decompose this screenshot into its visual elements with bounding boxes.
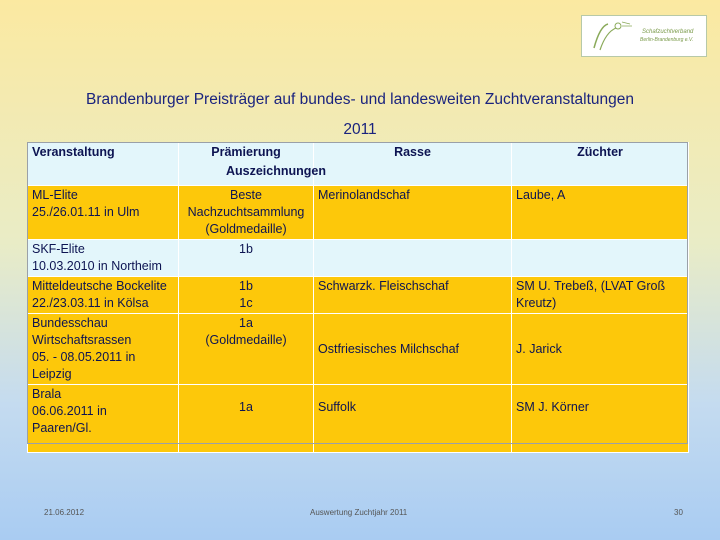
awards-table [27,142,689,453]
breeder-cell: Laube, A [512,186,689,240]
slide-title: Brandenburger Preisträger auf bundes- und landesweiten Zuchtveranstaltungen [85,91,635,108]
award-line: 1b [239,279,253,293]
sheep-logo-icon [586,18,638,54]
event-line: ML-Elite [32,188,78,202]
award-cell [179,385,314,453]
event-cell [28,314,179,385]
breed-cell: Suffolk [314,385,512,453]
event-line: Brala [32,387,62,401]
header-rasse: Rasse [314,143,512,186]
table-row [28,385,689,453]
event-cell [28,277,179,314]
event-line: Wirtschaftsrassen [32,333,132,347]
award-line: (Goldmedaille) [205,222,287,236]
footer-center: Auswertung Zuchtjahr 2011 [310,508,408,517]
event-cell [28,385,179,453]
event-line: 25./26.01.11 in Ulm [32,205,140,219]
award-line: 1a [239,400,253,414]
award-line: 1b [239,242,253,256]
table-row [28,240,689,277]
footer-date: 21.06.2012 [44,508,85,517]
breeder-cell [512,240,689,277]
award-cell [179,277,314,314]
association-logo [581,15,707,57]
event-line: 05. - 08.05.2011 in [32,350,136,364]
award-cell [179,186,314,240]
event-cell [28,186,179,240]
table-row [28,314,689,385]
breed-cell: Merinolandschaf [314,186,512,240]
award-cell [179,240,314,277]
event-line: Leipzig [32,367,72,381]
event-line: Paaren/Gl. [32,421,92,435]
award-cell [179,314,314,385]
table-row [28,277,689,314]
header-auszeichnungen-label: Auszeichnungen [225,164,326,178]
event-cell [28,240,179,277]
event-line: 22./23.03.11 in Kölsa [32,296,149,310]
logo-name: Schafzuchtverband [642,29,694,35]
logo-region: Berlin-Brandenburg e.V. [640,37,694,43]
breeder-cell: SM U. Trebeß, (LVAT Groß Kreutz) [512,277,689,314]
event-line: Mitteldeutsche Bockelite [32,279,167,293]
header-praemierung-label: Prämierung [211,145,281,159]
header-veranstaltung: Veranstaltung [28,143,179,186]
award-line: (Goldmedaille) [205,333,287,347]
award-line: 1c [239,296,253,310]
table-header-row [28,143,689,186]
breed-cell: Schwarzk. Fleischschaf [314,277,512,314]
table-row [28,186,689,240]
award-line: Nachzuchtsammlung [187,205,305,219]
header-zuechter: Züchter [512,143,689,186]
award-line: 1a [239,316,253,330]
breed-cell [314,240,512,277]
footer-page-number: 30 [674,508,683,517]
award-line: Beste [230,188,262,202]
breeder-cell: J. Jarick [512,314,689,385]
slide-year: 2011 [343,121,377,138]
breeder-cell: SM J. Körner [512,385,689,453]
event-line: 06.06.2011 in [32,404,107,418]
breed-cell: Ostfriesisches Milchschaf [314,314,512,385]
event-line: Bundesschau [32,316,108,330]
header-praemierung [179,143,326,186]
event-line: SKF-Elite [32,242,85,256]
event-line: 10.03.2010 in Northeim [32,259,162,273]
